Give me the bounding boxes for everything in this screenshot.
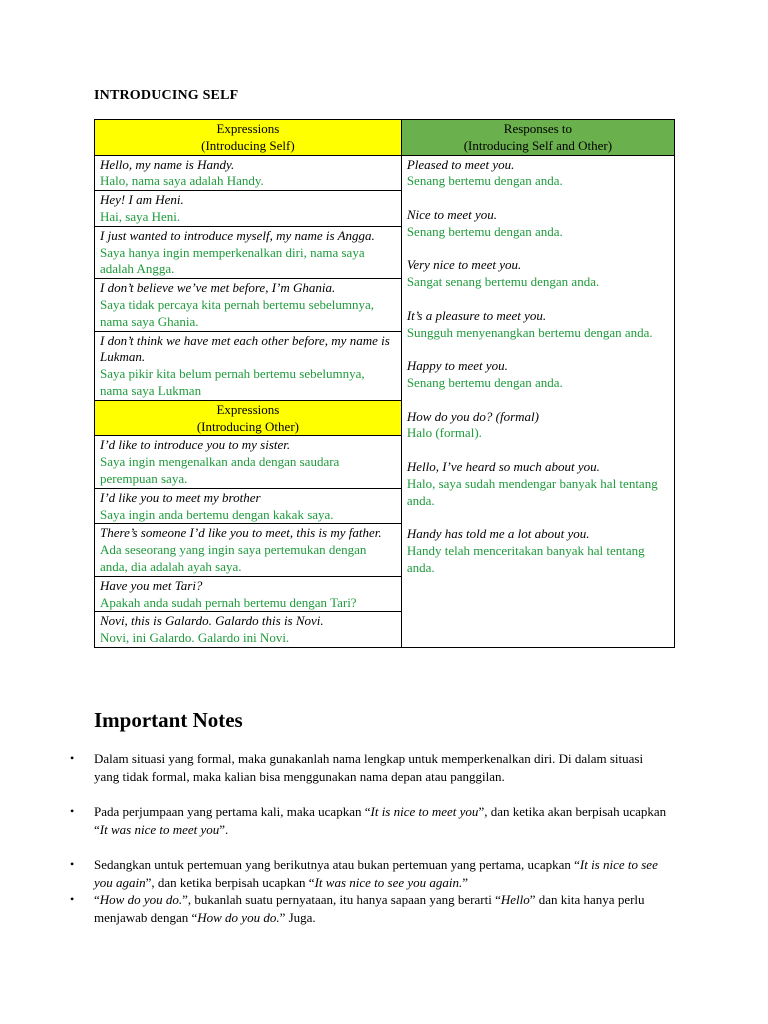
english-expression: Hey! I am Heni. [100,192,184,208]
indonesian-translation: Halo, nama saya adalah Handy. [100,173,264,189]
indonesian-translation: Hai, saya Heni. [100,208,181,224]
indonesian-response: Halo (formal). [406,425,482,441]
header-line: Responses to [503,121,573,136]
note-segment: ”, bukanlah suatu pernyataan, itu hanya sapaan yang berarti “ [182,892,501,907]
english-expression: Hello, my name is Handy. [100,156,235,172]
indonesian-translation: Saya pikir kita belum pernah bertemu sebelumnya, nama saya Lukman [100,366,365,398]
indonesian-response: Senang bertemu dengan anda. [406,173,563,189]
indonesian-response: Senang bertemu dengan anda. [406,223,563,239]
response-item [407,526,669,576]
english-response: It’s a pleasure to meet you. [406,307,547,323]
english-response: Nice to meet you. [406,206,498,222]
english-expression: I don’t believe we’ve met before, I’m Ghania. [100,280,336,296]
english-expression: Have you met Tari? [100,577,203,593]
english-expression: I just wanted to introduce myself, my name is Angga. [100,227,375,243]
note-item [70,856,670,891]
expression-cell [95,191,402,227]
note-emphasis: It is nice to see you again [94,857,658,890]
header-expressions-self [95,120,402,156]
expression-cell [95,279,402,331]
response-item [407,358,669,392]
note-segment: Pada perjumpaan yang pertama kali, maka ucapkan “ [94,804,371,819]
response-item [407,459,669,509]
note-segment: ”, dan ketika berpisah ucapkan “ [145,874,315,890]
note-emphasis: Hello [500,892,530,907]
english-response: Hello, I’ve heard so much about you. [406,458,600,474]
header-line: Expressions [216,121,280,136]
header-line: (Introducing Self and Other) [463,137,613,153]
note-item [70,750,670,785]
table-row [95,155,675,191]
note-text [94,856,670,891]
notes-list [70,750,670,926]
bullet-icon: • [70,804,75,818]
english-response: Handy has told me a lot about you. [406,526,590,542]
indonesian-translation: Saya ingin mengenalkan anda dengan saudara perempuan saya. [100,454,340,486]
note-item [70,803,670,838]
indonesian-response: Halo, saya sudah mendengar banyak hal tentang anda. [406,475,658,508]
indonesian-translation: Saya ingin anda bertemu dengan kakak saya. [100,506,334,522]
note-text [94,803,670,838]
header-responses [401,120,674,156]
note-segment: ”, dan ketika akan berpisah ucapkan “ [94,804,667,837]
expression-cell [95,488,402,524]
english-response: Pleased to meet you. [406,156,515,172]
note-emphasis: How do you do. [197,909,280,925]
note-emphasis: It was nice to meet you [99,821,220,837]
english-response: Very nice to meet you. [406,257,522,273]
response-item [407,308,669,342]
indonesian-translation: Novi, ini Galardo. Galardo ini Novi. [100,630,290,646]
table-header-row [95,120,675,156]
english-expression: I don’t think we have met each other before, my name is Lukman. [100,332,390,365]
english-response: How do you do? (formal) [406,408,539,424]
indonesian-translation: Saya hanya ingin memperkenalkan diri, nama saya adalah Angga. [100,244,365,277]
expression-cell [95,155,402,191]
english-expression: Novi, this is Galardo. Galardo this is Novi. [100,613,324,629]
expression-cell [95,524,402,576]
expression-cell [95,331,402,400]
note-emphasis: It is nice to meet you [370,804,479,819]
note-item [70,891,670,926]
header-line: (Introducing Self) [201,137,295,153]
notes-heading: Important Notes [94,708,243,732]
header-line: Expressions [216,401,280,417]
indonesian-response: Sungguh menyenangkan bertemu dengan anda. [406,324,653,340]
note-emphasis: It was nice to see you again. [314,874,463,890]
indonesian-translation: Saya tidak percaya kita pernah bertemu sebelumnya, nama saya Ghania. [100,296,374,329]
note-segment: ” Juga. [279,909,316,925]
english-response: Happy to meet you. [406,358,508,374]
responses-cell [401,155,674,647]
expression-cell [95,576,402,612]
english-expression: I’d like you to meet my brother [100,489,261,505]
note-text [94,750,670,785]
expression-cell [95,436,402,488]
indonesian-response: Senang bertemu dengan anda. [406,374,563,390]
expression-cell [95,612,402,648]
response-item [407,157,669,191]
english-expression: I’d like to introduce you to my sister. [100,437,291,453]
bullet-icon: • [70,751,75,765]
bullet-icon: • [70,857,75,871]
indonesian-response: Handy telah menceritakan banyak hal tentang anda. [406,542,645,575]
note-text [94,891,670,926]
note-segment: “ [94,892,100,907]
header-line: (Introducing Other) [196,418,299,434]
header-expressions-other [95,400,402,436]
note-segment: ”. [219,821,229,837]
bullet-icon: • [70,892,75,906]
note-emphasis: How do you do. [99,892,183,907]
page-title: INTRODUCING SELF [94,88,239,103]
indonesian-translation: Apakah anda sudah pernah bertemu dengan Tari? [100,594,357,610]
note-segment: ” [462,874,469,890]
indonesian-response: Sangat senang bertemu dengan anda. [406,274,600,290]
note-segment: Dalam situasi yang formal, maka gunakanlah nama lengkap untuk memperkenalkan diri. Di dalam situasi yang tidak formal, maka kalian bisa menggunakan nama depan atau panggilan. [94,751,644,784]
note-segment: ” dan kita hanya perlu menjawab dengan “ [94,892,645,925]
indonesian-translation: Ada seseorang yang ingin saya pertemukan dengan anda, dia adalah ayah saya. [100,542,367,574]
note-segment: Sedangkan untuk pertemuan yang berikutnya atau bukan pertemuan yang pertama, ucapkan “ [94,857,580,872]
response-item [407,207,669,241]
response-item [407,409,669,443]
response-item [407,257,669,291]
expression-cell [95,226,402,278]
expressions-table [94,119,675,648]
english-expression: There’s someone I’d like you to meet, this is my father. [100,525,382,541]
